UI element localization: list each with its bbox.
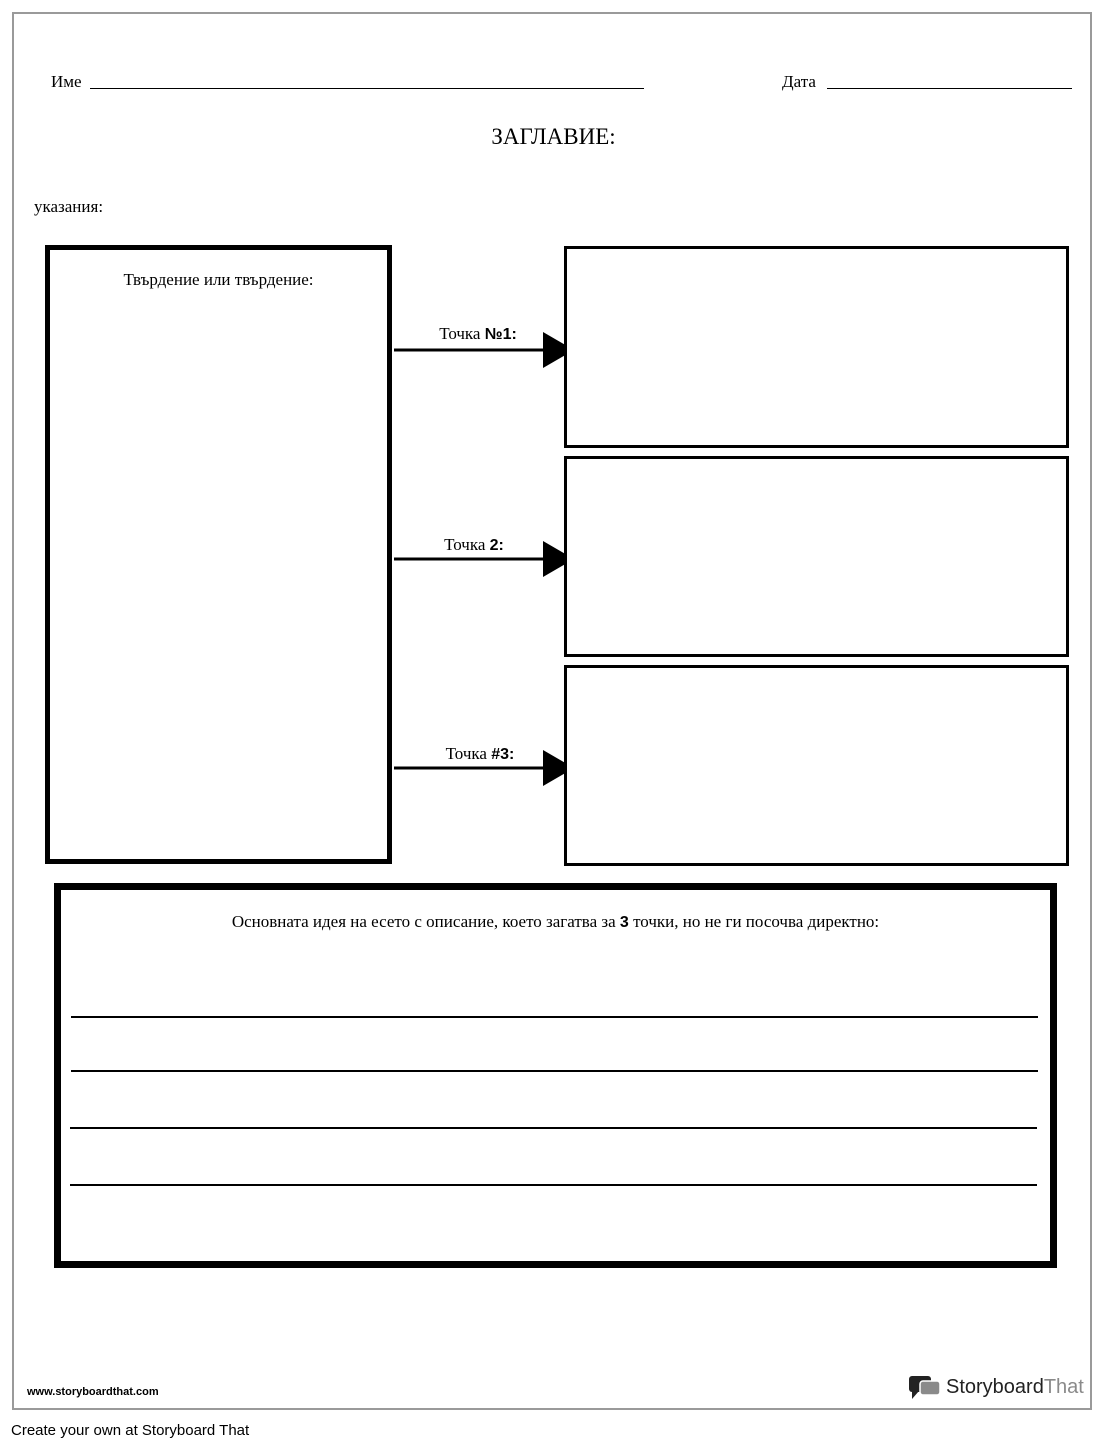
answer-line-3[interactable] bbox=[70, 1127, 1037, 1129]
footer-url[interactable]: www.storyboardthat.com bbox=[27, 1386, 159, 1398]
point-3-label: Точка #3: bbox=[445, 744, 515, 763]
main-idea-prompt: Основната идея на есето с описание, което загатва за 3 точки, но не ги посочва директно: bbox=[231, 912, 880, 931]
create-caption[interactable]: Create your own at Storyboard That bbox=[11, 1422, 250, 1439]
answer-line-4[interactable] bbox=[70, 1184, 1037, 1186]
point-1-box[interactable] bbox=[564, 246, 1069, 448]
page-title: ЗАГЛАВИЕ: bbox=[491, 124, 616, 149]
instructions-label: указания: bbox=[34, 197, 104, 216]
answer-line-1[interactable] bbox=[71, 1016, 1038, 1018]
point-3-box[interactable] bbox=[564, 665, 1069, 866]
point-1-label: Точка №1: bbox=[439, 324, 517, 343]
date-label: Дата bbox=[782, 72, 816, 91]
main-idea-box bbox=[54, 883, 1057, 1268]
brand-logo bbox=[908, 1374, 1084, 1400]
claim-box-label: Твърдение или твърдение: bbox=[123, 270, 314, 289]
storyboard-logo-icon bbox=[908, 1374, 942, 1400]
answer-line-2[interactable] bbox=[71, 1070, 1038, 1072]
point-2-label: Точка 2: bbox=[444, 535, 504, 554]
brand-name: StoryboardThat bbox=[946, 1375, 1084, 1398]
point-2-box[interactable] bbox=[564, 456, 1069, 657]
name-label: Име bbox=[51, 72, 82, 91]
